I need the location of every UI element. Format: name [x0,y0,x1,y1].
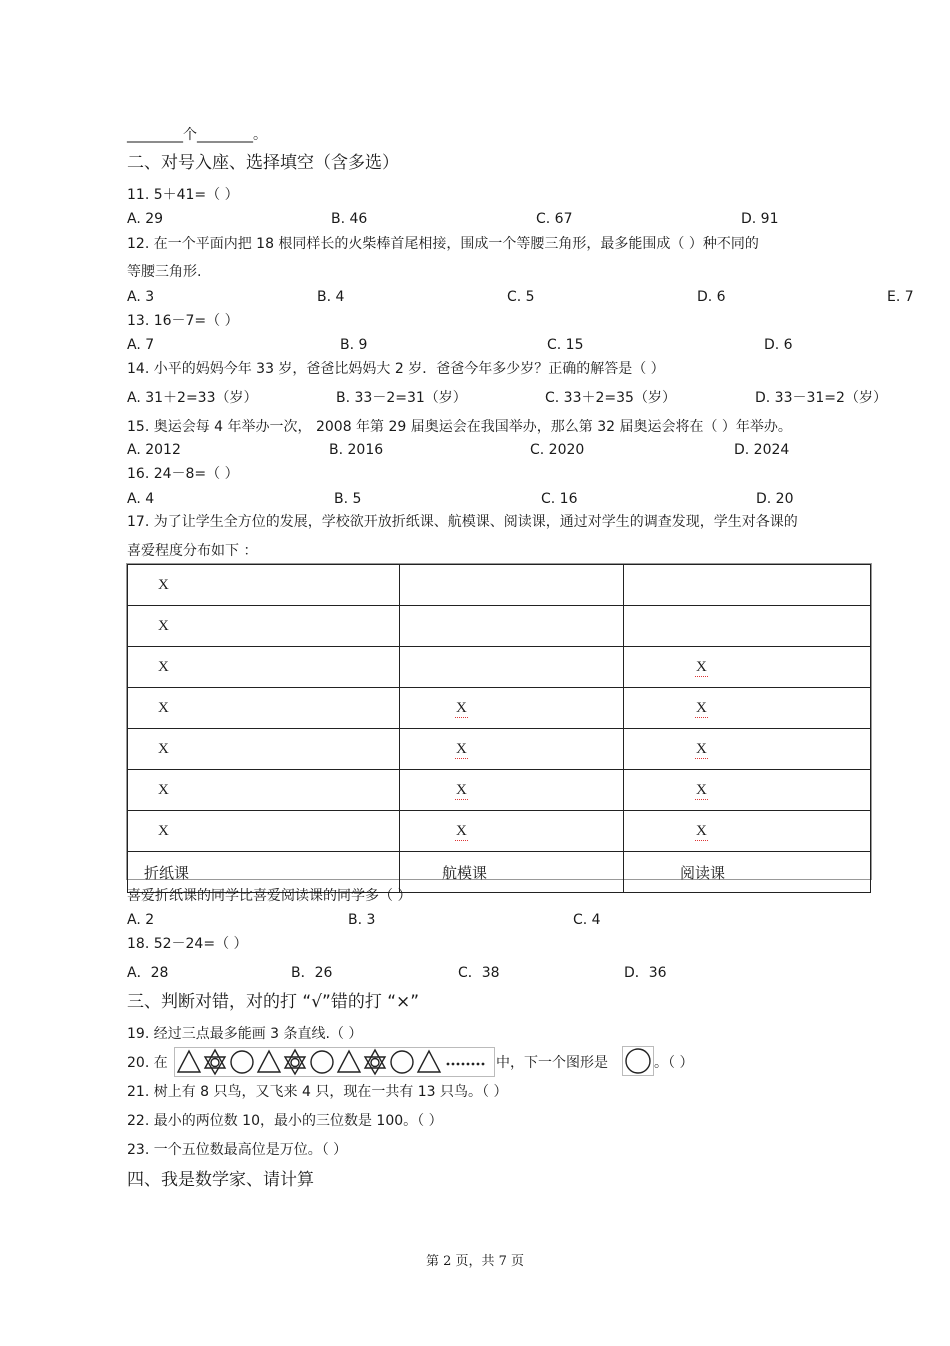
pictograph-row [128,811,871,852]
tally-mark: X [158,576,169,593]
pictograph-row [128,770,871,811]
q13-stem: 13. 16－7=（ ） [127,313,239,329]
q17-stem: 17. 为了让学生全方位的发展，学校欲开放折纸课、航模课、阅读课，通过对学生的调查发现，学生对各课的 [127,514,798,530]
q12-option-c[interactable]: C. 5 [507,289,535,305]
period: 。 [253,127,267,143]
tally-mark: X [158,740,169,757]
q12-option-a[interactable]: A. 3 [127,289,155,305]
pictograph-table [127,564,871,893]
q16-option-c[interactable]: C. 16 [541,491,578,507]
q11-option-c[interactable]: C. 67 [536,211,573,227]
star-shape-a [205,1057,225,1074]
pictograph-row [128,688,871,729]
tally-mark: X [696,822,707,839]
pictograph-cell [128,647,400,688]
q11-option-a[interactable]: A. 29 [127,211,164,227]
pictograph-row [128,647,871,688]
q15-option-d[interactable]: D. 2024 [734,442,790,458]
answer-circle-icon [622,1046,654,1076]
q17-option-c[interactable]: C. 4 [573,912,601,928]
pictograph-cell [624,729,871,770]
q15-option-b[interactable]: B. 2016 [329,442,384,458]
section-3-heading: 三、判断对错，对的打 “√”错的打 “×” [127,992,420,1012]
tally-mark: X [456,740,467,757]
blank-1: ________ [127,127,183,143]
tally-mark: X [158,699,169,716]
section-2-heading: 二、对号入座、选择填空（含多选） [127,153,399,173]
q18-option-c[interactable]: C．38 [458,965,500,981]
pictograph-cell [400,688,624,729]
course-label: 阅读课 [624,852,871,893]
q16-option-a[interactable]: A. 4 [127,491,155,507]
pictograph-cell [400,770,624,811]
q11-option-b[interactable]: B. 46 [331,211,368,227]
tally-mark: X [696,699,707,716]
circle-shape [231,1051,253,1073]
pictograph-cell [624,811,871,852]
pictograph-cell [128,606,400,647]
q11-stem: 11. 5＋41=（ ） [127,187,239,203]
q17-option-a[interactable]: A. 2 [127,912,155,928]
q18-stem: 18. 52－24=（ ） [127,936,248,952]
tally-mark: X [696,658,707,675]
pictograph-cell [400,729,624,770]
q23-text: 23. 一个五位数最高位是万位。（ ） [127,1142,348,1158]
pictograph-cell [128,729,400,770]
pictograph-row [128,606,871,647]
q14-option-d[interactable]: D. 33－31=2（岁） [755,390,887,406]
q15-option-c[interactable]: C. 2020 [530,442,585,458]
q16-option-b[interactable]: B. 5 [334,491,362,507]
continuation-line [127,126,267,144]
pictograph-row [128,565,871,606]
q16-option-d[interactable]: D. 20 [756,491,794,507]
q11-option-d[interactable]: D. 91 [741,211,779,227]
preference-pictograph [126,563,872,880]
shape-pattern [174,1047,496,1077]
unit-text: 个 [183,127,197,143]
triangle-shape [178,1051,200,1072]
tally-mark: X [158,781,169,798]
tally-mark: X [696,740,707,757]
pictograph-cell [128,770,400,811]
q13-option-a[interactable]: A. 7 [127,337,155,353]
page-footer: 第 2 页，共 7 页 [425,1254,525,1269]
q13-option-d[interactable]: D. 6 [764,337,793,353]
tally-mark: X [158,617,169,634]
q17-question: 喜爱折纸课的同学比喜爱阅读课的同学多（ ） [127,888,412,904]
tally-mark: X [696,781,707,798]
pictograph-cell [128,811,400,852]
q14-stem: 14. 小平的妈妈今年 33 岁，爸爸比妈妈大 2 岁．爸爸今年多少岁？正确的解答是（ ） [127,361,665,377]
q21-text: 21. 树上有 8 只鸟，又飞来 4 只，现在一共有 13 只鸟。（ ） [127,1084,508,1100]
pictograph-row [128,729,871,770]
pictograph-cell [624,565,871,606]
q12-stem: 12. 在一个平面内把 18 根同样长的火柴棒首尾相接，围成一个等腰三角形，最多能围成（ ）种不同的 [127,236,759,252]
q19-text: 19. 经过三点最多能画 3 条直线.（ ） [127,1026,363,1042]
tally-mark: X [158,822,169,839]
pictograph-cell [624,606,871,647]
section-4-heading: 四、我是数学家、请计算 [127,1170,314,1190]
q13-option-c[interactable]: C. 15 [547,337,584,353]
pictograph-cell [128,688,400,729]
q15-option-a[interactable]: A. 2012 [127,442,181,458]
pictograph-cell [400,606,624,647]
course-label: 航模课 [400,852,624,893]
q20-prefix: 20. 在 [127,1055,168,1071]
blank-2: ________ [197,127,253,143]
q17-option-b[interactable]: B. 3 [348,912,376,928]
pictograph-cell [624,770,871,811]
pictograph-cell [128,565,400,606]
q18-option-d[interactable]: D．36 [624,965,667,981]
pictograph-cell [400,811,624,852]
pictograph-cell [400,647,624,688]
q20-end: 。（ ） [654,1055,694,1071]
q22-text: 22. 最小的两位数 10，最小的三位数是 100。（ ） [127,1113,443,1129]
tally-mark: X [456,781,467,798]
tally-mark: X [456,822,467,839]
q18-option-a[interactable]: A．28 [127,965,169,981]
q14-option-b[interactable]: B. 33－2=31（岁） [336,390,467,406]
course-label: 折纸课 [128,852,400,893]
pictograph-cell [624,647,871,688]
q14-option-c[interactable]: C. 33＋2=35（岁） [545,390,676,406]
q17-stem-cont: 喜爱程度分布如下 ： [127,543,258,559]
q16-stem: 16. 24－8=（ ） [127,466,239,482]
pictograph-cell [400,565,624,606]
q12-stem-cont: 等腰三角形. [127,264,202,280]
tally-mark: X [158,658,169,675]
q13-option-b[interactable]: B. 9 [340,337,368,353]
q14-option-a[interactable]: A. 31＋2=33（岁） [127,390,258,406]
q12-option-d[interactable]: D. 6 [697,289,726,305]
tally-mark: X [456,699,467,716]
q18-option-b[interactable]: B．26 [291,965,333,981]
pictograph-cell [624,688,871,729]
q20-suffix: 中，下一个图形是 [496,1055,608,1071]
q12-option-b[interactable]: B. 4 [317,289,345,305]
q12-option-e[interactable]: E. 7 [887,289,914,305]
q15-stem: 15. 奥运会每 4 年举办一次， 2008 年第 29 届奥运会在我国举办，那么第 32 届奥运会将在（ ）年举办。 [127,419,792,435]
